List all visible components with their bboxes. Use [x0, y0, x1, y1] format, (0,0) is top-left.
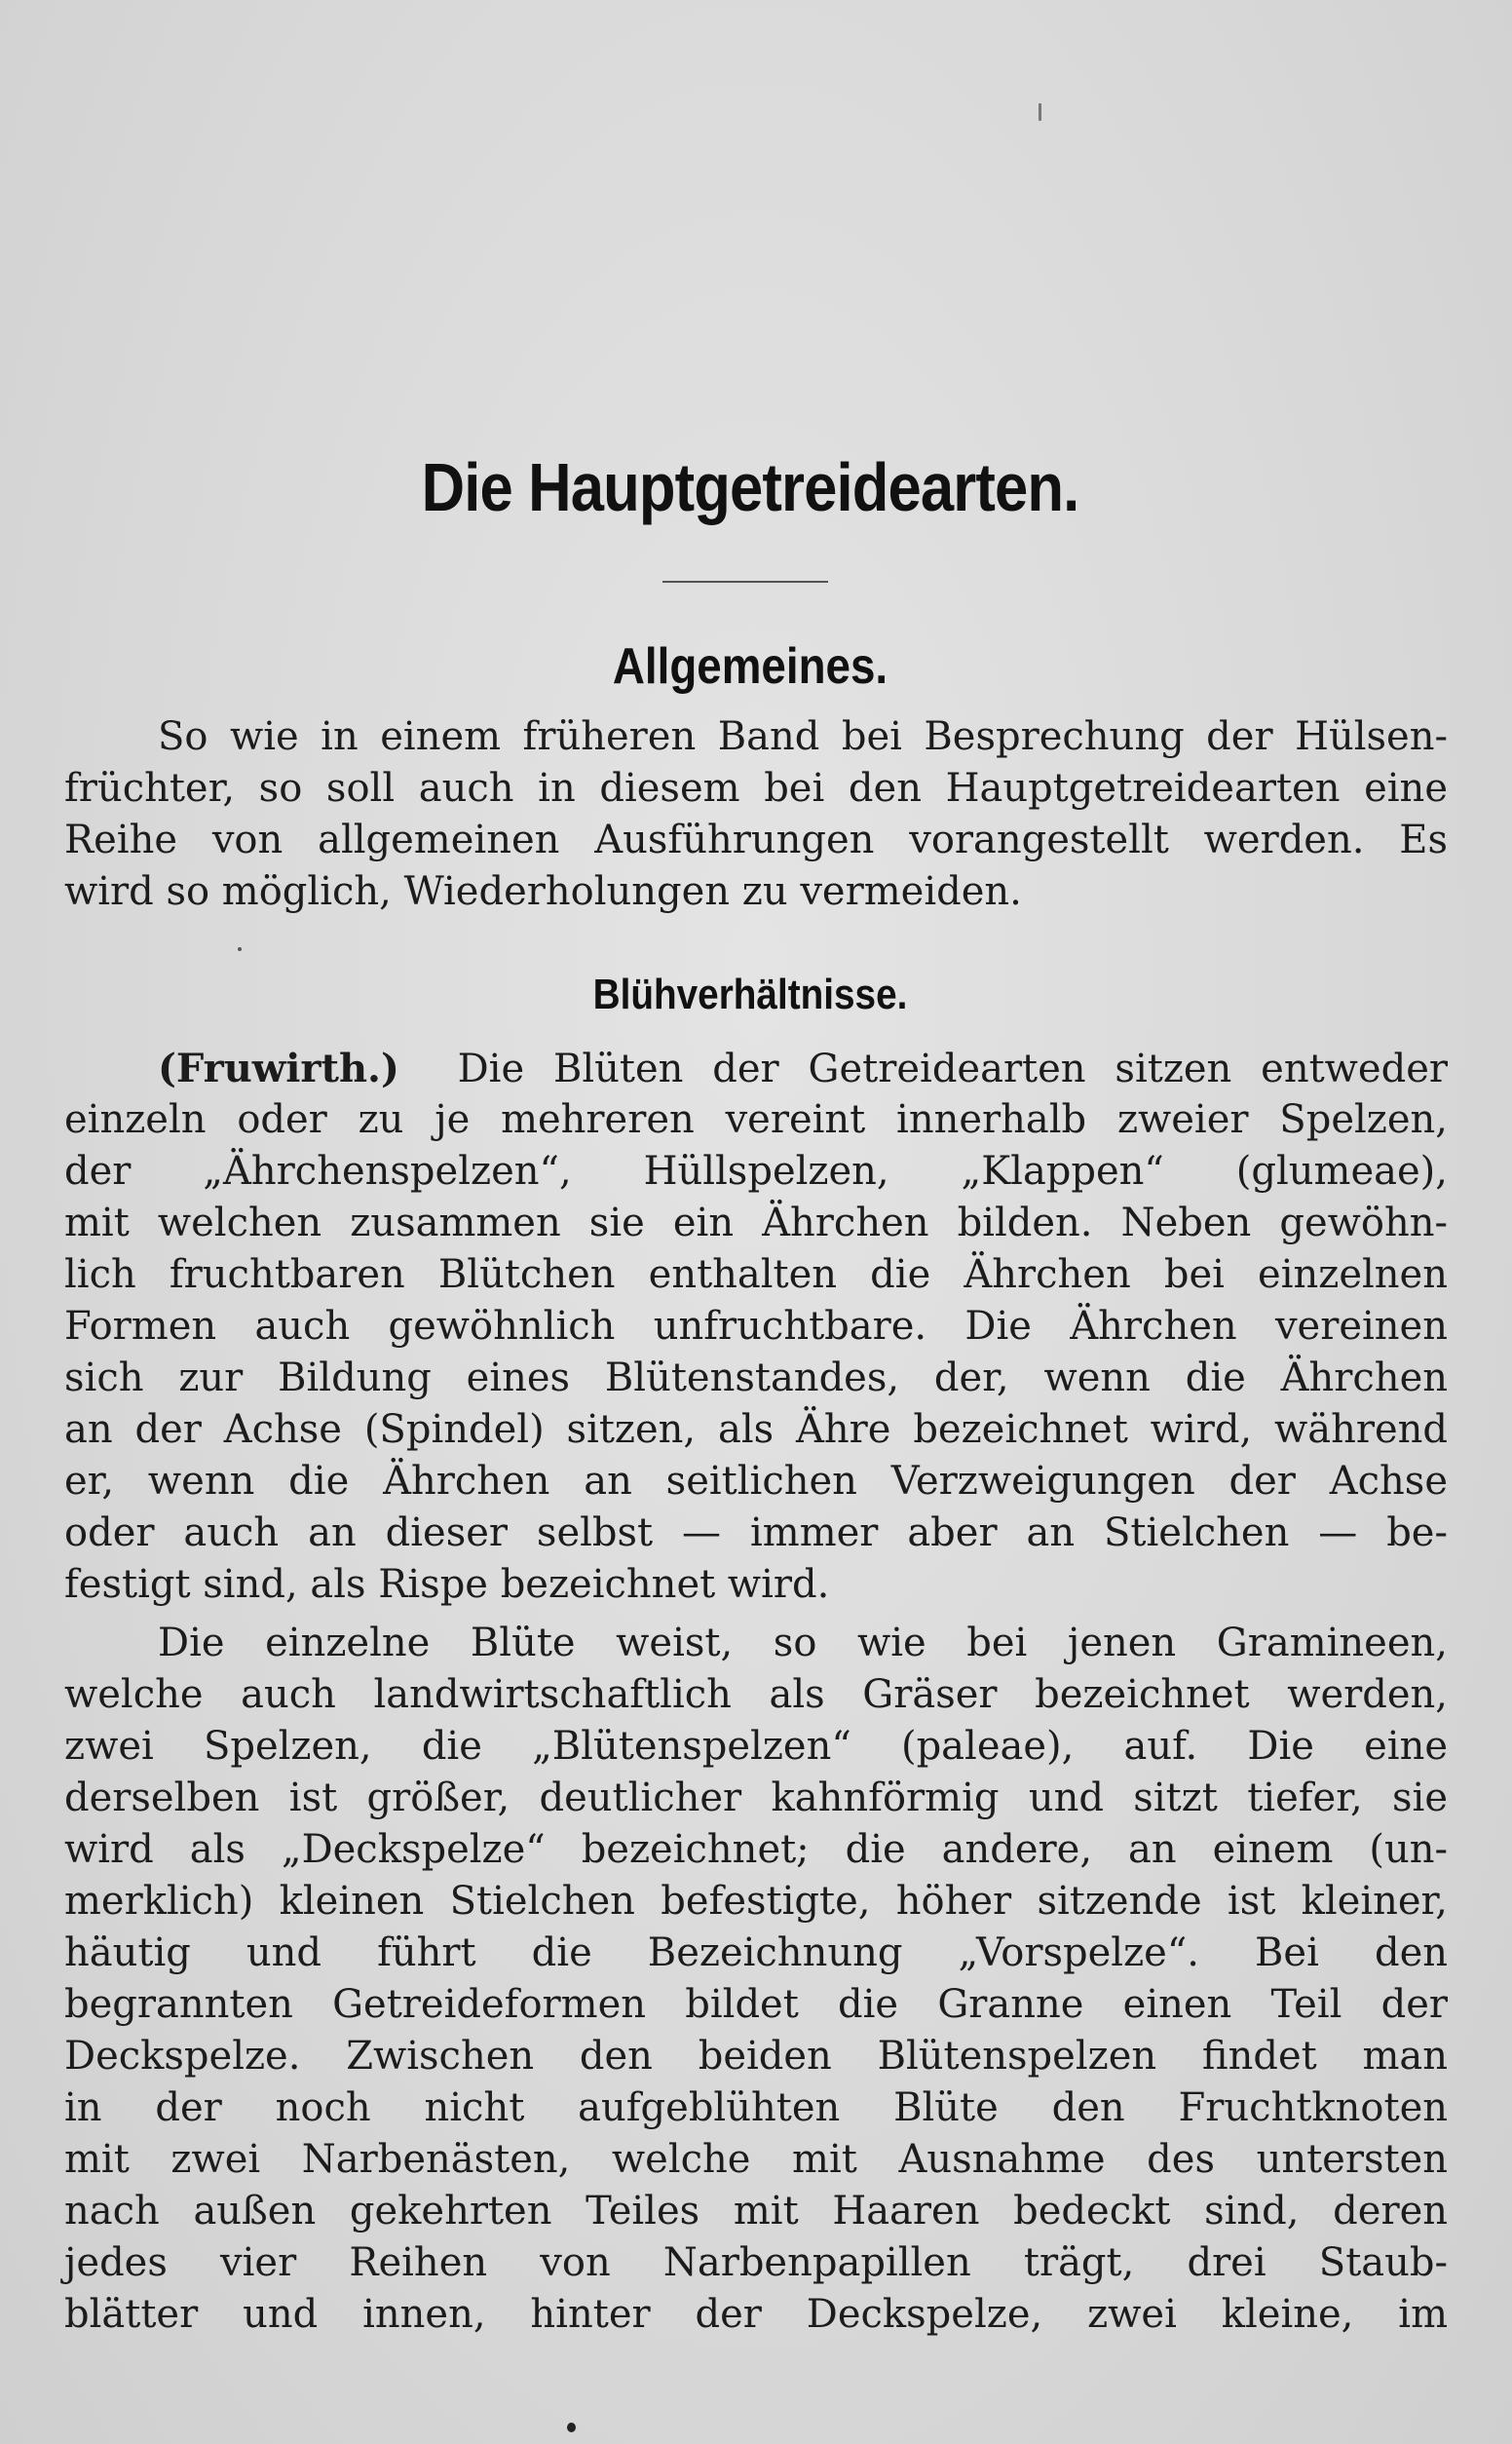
- text-line: oder auch an dieser selbst — immer aber an Stielchen — be-: [64, 1510, 1448, 1555]
- section-heading-bluehverhaeltnisse: Blühverhältnisse.: [592, 971, 908, 1018]
- text-line: der „Ährchenspelzen“, Hüllspelzen, „Klappen“ (glumeae),: [64, 1149, 1448, 1194]
- text-line: mit welchen zusammen sie ein Ährchen bilden. Neben gewöhn-: [64, 1201, 1448, 1245]
- text-line: Deckspelze. Zwischen den beiden Blütenspelzen findet man: [64, 2034, 1448, 2079]
- text-line: begrannten Getreideformen bildet die Granne einen Teil der: [64, 1982, 1448, 2027]
- text-line: Die einzelne Blüte weist, so wie bei jenen Gramineen,: [158, 1621, 1448, 1665]
- text-line: derselben ist größer, deutlicher kahnförmig und sitzt tiefer, sie: [64, 1776, 1448, 1820]
- text-line: lich fruchtbaren Blütchen enthalten die Ährchen bei einzelnen: [64, 1252, 1448, 1297]
- text-line: mit zwei Narbenästen, welche mit Ausnahme des untersten: [64, 2137, 1448, 2182]
- paragraph-allgemeines: [64, 711, 1448, 918]
- text-line: blätter und innen, hinter der Deckspelze, zwei kleine, im: [64, 2292, 1448, 2337]
- text-line: häutig und führt die Bezeichnung „Vorspelze“. Bei den: [64, 1930, 1448, 1975]
- text-line: an der Achse (Spindel) sitzen, als Ähre bezeichnet wird, während: [64, 1407, 1448, 1452]
- text-line: früchter, so soll auch in diesem bei den Hauptgetreidearten eine: [64, 766, 1448, 811]
- section-heading-allgemeines: Allgemeines.: [612, 638, 888, 695]
- paragraph-bluehverhaeltnisse-2: [64, 1618, 1448, 2341]
- text-line: [64, 1043, 1448, 1094]
- text-line: Reihe von allgemeinen Ausführungen vorangestellt werden. Es: [64, 818, 1448, 862]
- paragraph-bluehverhaeltnisse-1: [64, 1043, 1448, 1611]
- text-line: nach außen gekehrten Teiles mit Haaren bedeckt sind, deren: [64, 2189, 1448, 2234]
- text-line: So wie in einem früheren Band bei Besprechung der Hülsen-: [158, 714, 1448, 759]
- text-line: merklich) kleinen Stielchen befestigte, höher sitzende ist kleiner,: [64, 1879, 1448, 1924]
- author-citation: (Fruwirth.): [158, 1046, 399, 1091]
- text-line: zwei Spelzen, die „Blütenspelzen“ (paleae), auf. Die eine: [64, 1724, 1448, 1769]
- text-line: welche auch landwirtschaftlich als Gräser bezeichnet werden,: [64, 1672, 1448, 1717]
- text-line: einzeln oder zu je mehreren vereint innerhalb zweier Spelzen,: [64, 1097, 1448, 1142]
- text-line: wird so möglich, Wiederholungen zu vermeiden.: [64, 869, 1022, 914]
- text-line: wird als „Deckspelze“ bezeichnet; die andere, an einem (un-: [64, 1827, 1448, 1872]
- paper-speck: [238, 947, 242, 951]
- text-line: Formen auch gewöhnlich unfruchtbare. Die Ährchen vereinen: [64, 1304, 1448, 1349]
- text-line: jedes vier Reihen von Narbenpapillen trägt, drei Staub-: [64, 2240, 1448, 2285]
- text-line: in der noch nicht aufgeblühten Blüte den Fruchtknoten: [64, 2085, 1448, 2130]
- page-title: Die Hauptgetreidearten.: [421, 449, 1079, 525]
- text-line: er, wenn die Ährchen an seitlichen Verzweigungen der Achse: [64, 1459, 1448, 1504]
- paper-speck: [1039, 103, 1041, 121]
- title-divider: [662, 581, 828, 583]
- text-line: sich zur Bildung eines Blütenstandes, der, wenn die Ährchen: [64, 1356, 1448, 1400]
- text-fragment: Die Blüten der Getreidearten sitzen entweder: [457, 1047, 1448, 1091]
- paper-speck: [567, 2423, 576, 2432]
- text-line: festigt sind, als Rispe bezeichnet wird.: [64, 1562, 830, 1607]
